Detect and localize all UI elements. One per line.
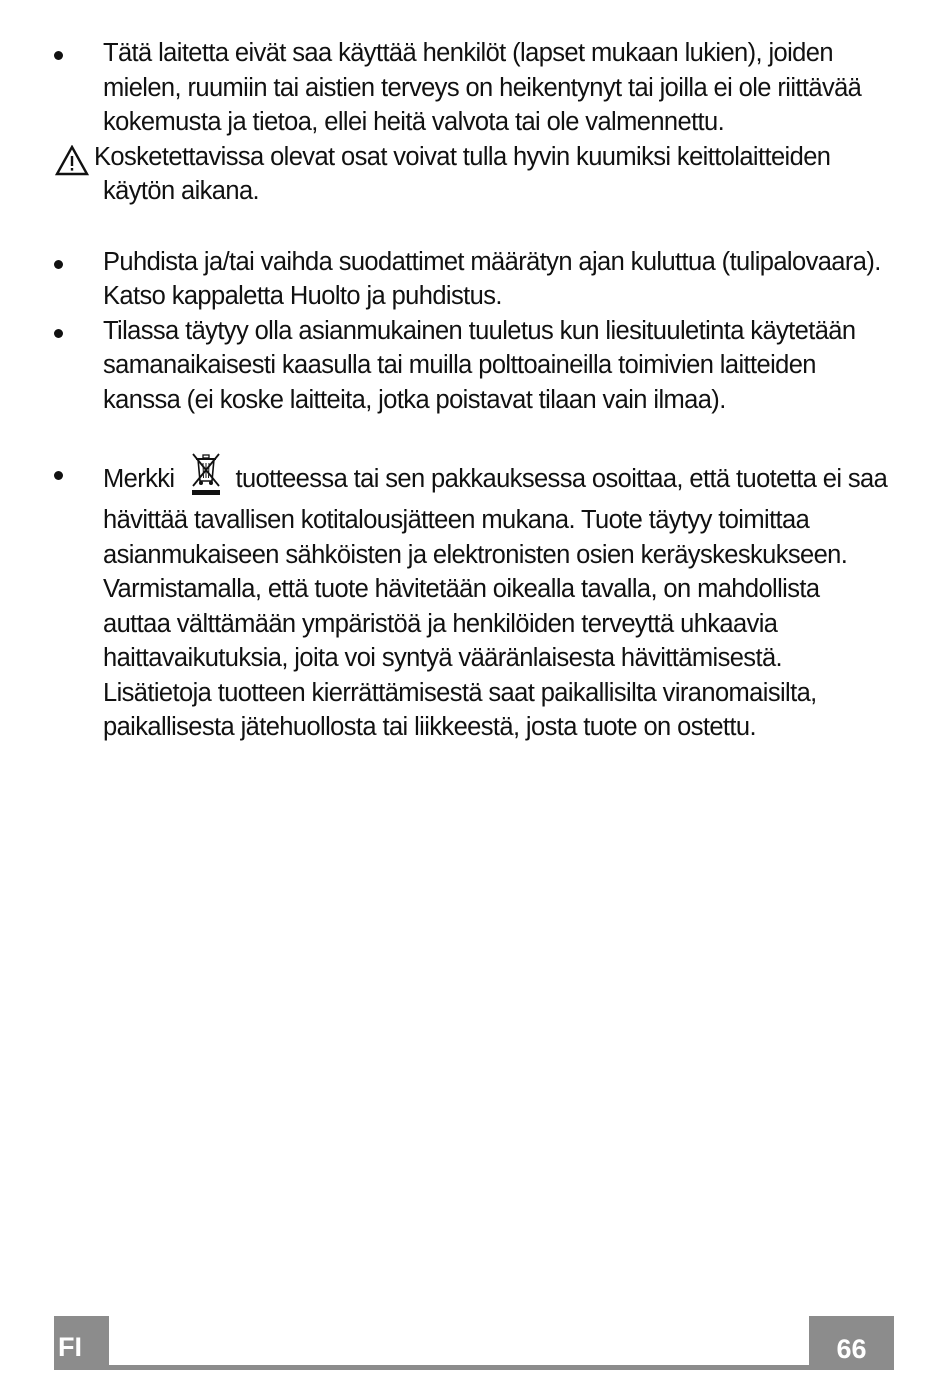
list-item: [0, 36, 950, 140]
list-item-text-continued: hävittää tavallisen kotitalousjätteen mukana. Tuote täytyy toimittaa asianmukaiseen sähköisten ja elektronisten osien keräyskeskukseen. Varmistamalla, että tuote hävitetään oikealla tavalla, on mahdollista auttaa välttämään ympäristöä ja henkilöiden terveyttä uhkaavia haittavaikutuksia, joita voi syntyä vääränlaisesta hävittämisestä. Lisätietoja tuotteen kierrättämisestä saat paikallisilta viranomaisilta, paikallisesta jätehuollosta tai liikkeestä, josta tuote on ostettu.: [103, 506, 848, 741]
warning-note: [0, 140, 950, 209]
language-label: FI: [54, 1316, 109, 1370]
list-item: [0, 245, 950, 314]
crossed-out-wheelie-bin-icon: [187, 451, 225, 497]
bullet: [54, 471, 63, 480]
list-item-text: Tilassa täytyy olla asianmukainen tuuletus kun liesituuletinta käytetään samanaikaisesti kaasulla tai muilla polttoaineilla toimivien laitteiden kanssa (ei koske laitteita, jotka poistavat tilaan vain ilmaa).: [103, 316, 856, 414]
warning-text-line-1: Kosketettavissa olevat osat voivat tulla hyvin kuumiksi keittolaitteiden: [94, 142, 831, 171]
footer-rule: [109, 1365, 809, 1370]
list-item-text-after-icon: tuotteessa tai sen pakkauksessa osoittaa, että tuotetta ei saa: [235, 465, 888, 493]
warning-triangle-icon: [55, 145, 89, 176]
page-footer: [54, 1316, 894, 1370]
bullet: [54, 51, 63, 60]
list-item-text: Tätä laitetta eivät saa käyttää henkilöt (lapset mukaan lukien), joiden mielen, ruumiin tai aistien terveys on heikentynyt tai joilla ei ole riittävää kokemusta ja tietoa, ellei heitä valvota tai ole valmennettu.: [103, 39, 862, 136]
list-item-text: Puhdista ja/tai vaihda suodattimet määrätyn ajan kuluttua (tulipalovaara). Katso kappaletta Huolto ja puhdistus.: [103, 247, 881, 310]
bullet: [54, 260, 63, 269]
warning-text-line-2: käytön aikana.: [103, 177, 260, 205]
safety-instructions: [0, 36, 950, 745]
bullet: [54, 329, 63, 338]
list-item: [0, 314, 950, 418]
list-item-text-start: Merkki: [103, 465, 175, 493]
list-item: [0, 451, 950, 745]
page-number: 66: [809, 1316, 894, 1370]
